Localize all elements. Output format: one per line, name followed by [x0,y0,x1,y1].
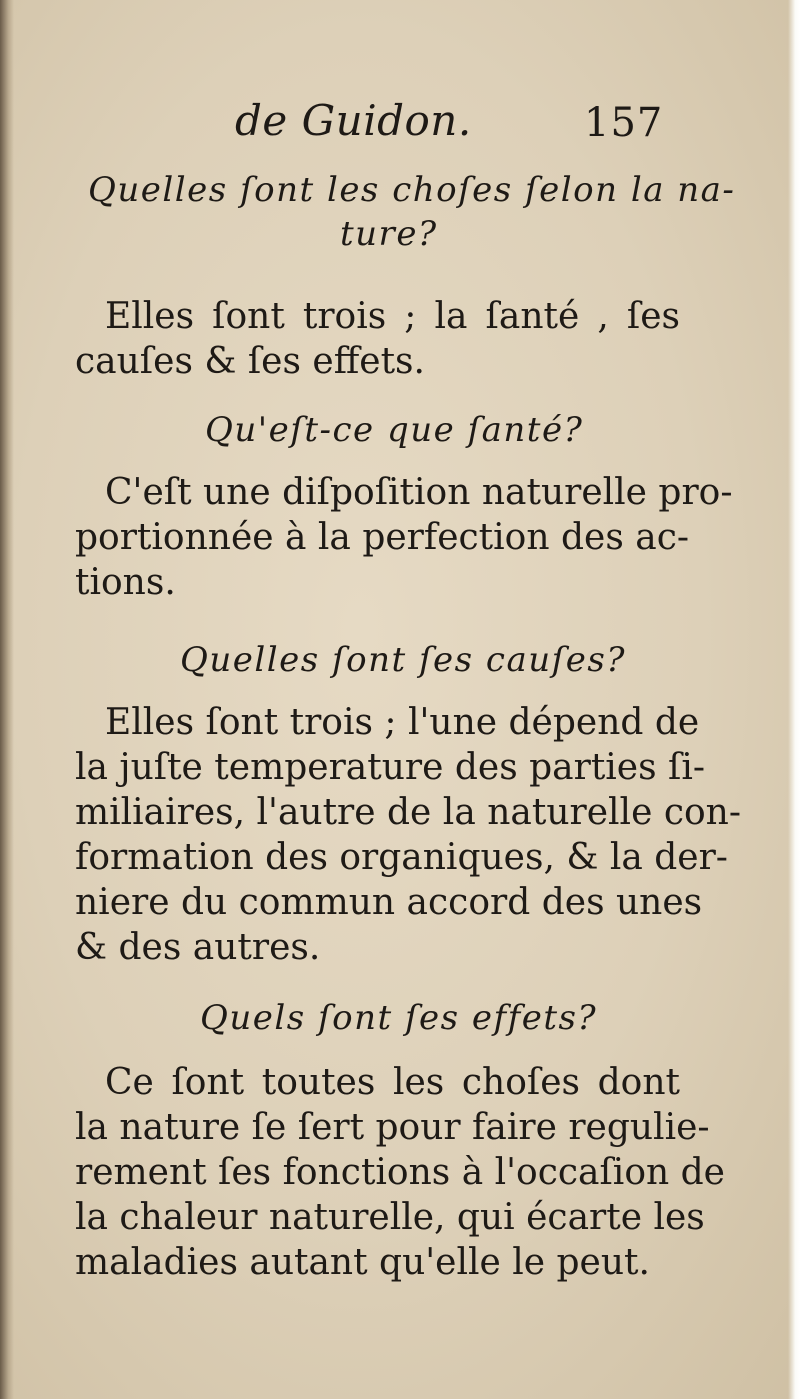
answer-2 [75,470,733,605]
question-line: Quels ſont ſes effets? [200,998,598,1038]
answer-line: Elles ſont trois ; la ſanté , ſes [105,296,680,337]
answer-line: la nature ſe ſert pour faire regulie- [75,1107,710,1148]
question-3 [180,640,626,680]
answer-line: niere du commun accord des unes [75,882,703,923]
answer-line: & des autres. [75,927,321,968]
running-head: de Guidon. [235,96,472,145]
answer-line: maladies autant qu'elle le peut. [75,1242,650,1283]
question-4 [200,998,597,1038]
answer-line: C'eſt une diſpoſition naturelle pro- [105,472,733,513]
answer-line: Ce ſont toutes les choſes dont [105,1062,680,1103]
question-line: Quelles ſont les choſes ſelon la na- [88,170,736,210]
question-line: ture? [340,214,438,254]
question-line: Quelles ſont ſes cauſes? [180,640,626,680]
answer-line: cauſes & ſes effets. [75,341,425,382]
answer-line: miliaires, l'autre de la naturelle con- [75,792,741,833]
page-header [0,96,800,156]
question-1 [88,170,735,210]
question-line: Qu'eſt-ce que ſanté? [205,410,584,450]
answer-1 [75,294,680,384]
answer-line: la juſte temperature des parties ſi- [75,747,706,788]
question-2 [205,410,583,450]
answer-line: rement ſes fonctions à l'occaſion de [75,1152,725,1193]
answer-line: formation des organiques, & la der- [75,837,728,878]
answer-4 [75,1060,725,1285]
answer-line: Elles ſont trois ; l'une dépend de [105,702,700,743]
question-1-continued [340,214,438,254]
answer-line: portionnée à la perfection des ac- [75,517,690,558]
answer-line: la chaleur naturelle, qui écarte les [75,1197,705,1238]
gutter-shadow [0,0,14,1399]
page-number: 157 [584,100,664,146]
answer-3 [75,700,741,970]
answer-line: tions. [75,562,176,603]
page-edge [788,0,800,1399]
